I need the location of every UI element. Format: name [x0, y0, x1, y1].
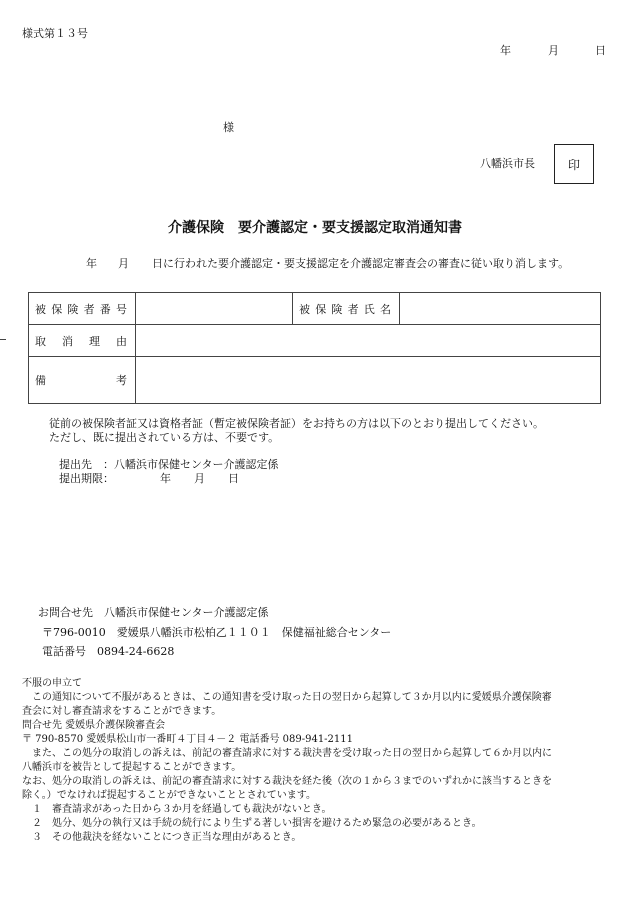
submission-destination: 提出先 ：八幡浜市保健センター介護認定係 — [59, 458, 279, 471]
appeal-line: 八幡浜市を被告として提起することができます。 — [22, 762, 242, 773]
appeal-line: 問合せ先 愛媛県介護保険審査会 — [22, 720, 166, 731]
contact-address: 〒796-0010 愛媛県八幡浜市松柏乙１１０１ 保健福祉総合センター — [42, 626, 392, 639]
appeal-line: １ 審査請求があった日から３か月を経過しても裁決がないとき。 — [22, 804, 332, 815]
submission-deadline-day: 日 — [228, 472, 239, 485]
insured-number-field[interactable] — [136, 293, 293, 325]
intro-text: 日に行われた要介護認定・要支援認定を介護認定審査会の審査に従い取り消します。 — [152, 257, 570, 270]
insured-name-label-cell — [293, 293, 400, 325]
cancellation-form-table — [28, 292, 601, 404]
insured-number-label: 被 保 険 者 番 号 — [35, 302, 127, 316]
intro-year: 年 — [86, 257, 97, 270]
submission-note-line1: 従前の被保険者証又は資格者証（暫定被保険者証）をお持ちの方は以下のとおり提出してください。 — [49, 417, 544, 430]
form-number: 様式第１３号 — [22, 27, 88, 40]
document-title: 介護保険 要介護認定・要支援認定取消通知書 — [168, 220, 462, 236]
insured-number-label-cell — [29, 293, 136, 325]
appeal-line: なお、処分の取消しの訴えは、前記の審査請求に対する裁決を経た後（次の１から３までのいずれかに該当するときを — [22, 776, 552, 787]
submission-note-line2: ただし、既に提出されている方は、不要です。 — [49, 431, 280, 444]
remarks-label-cell — [29, 357, 136, 404]
appeal-line: この通知について不服があるときは、この通知書を受け取った日の翌日から起算して３か月以内に愛媛県介護保険審 — [22, 692, 552, 703]
seal-box — [554, 144, 594, 184]
reason-label-cell — [29, 325, 136, 357]
date-day-label: 日 — [595, 44, 606, 57]
seal-label: 印 — [567, 157, 580, 172]
addressee-suffix: 様 — [223, 121, 234, 134]
appeal-line: ３ その他裁決を経ないことにつき正当な理由があるとき。 — [22, 832, 302, 843]
reason-field[interactable] — [136, 325, 601, 357]
appeal-line: 〒 790-8570 愛媛県松山市一番町４丁目４－２ 電話番号 089-941-2111 — [22, 734, 354, 745]
contact-heading: お問合せ先 八幡浜市保健センター介護認定係 — [38, 606, 269, 619]
appeal-notice — [22, 691, 552, 845]
appeal-line: 除く。）でなければ提起することができないこととされています。 — [22, 790, 316, 801]
appeal-line: ２ 処分、処分の執行又は手続の続行により生ずる著しい損害を避けるため緊急の必要があるとき。 — [22, 818, 482, 829]
insured-name-field[interactable] — [400, 293, 601, 325]
contact-phone: 電話番号 0894-24-6628 — [42, 645, 175, 658]
margin-tick — [0, 339, 6, 340]
intro-month: 月 — [118, 257, 129, 270]
remarks-label: 備 考 — [35, 374, 127, 387]
appeal-line: 査会に対し審査請求をすることができます。 — [22, 706, 222, 717]
date-month-label: 月 — [548, 44, 559, 57]
date-year-label: 年 — [500, 44, 511, 57]
issuer-name: 八幡浜市長 — [480, 157, 535, 170]
reason-label: 取 消 理 由 — [35, 334, 127, 348]
appeal-line: また、この処分の取消しの訴えは、前記の審査請求に対する裁決書を受け取った日の翌日から起算して６か月以内に — [22, 748, 552, 759]
remarks-field[interactable] — [136, 357, 601, 404]
submission-deadline-year: 年 — [160, 472, 171, 485]
appeal-heading: 不服の申立て — [22, 678, 82, 689]
submission-deadline-label: 提出期限： — [59, 472, 114, 485]
submission-deadline-month: 月 — [194, 472, 205, 485]
insured-name-label: 被 保 険 者 氏 名 — [299, 302, 391, 316]
